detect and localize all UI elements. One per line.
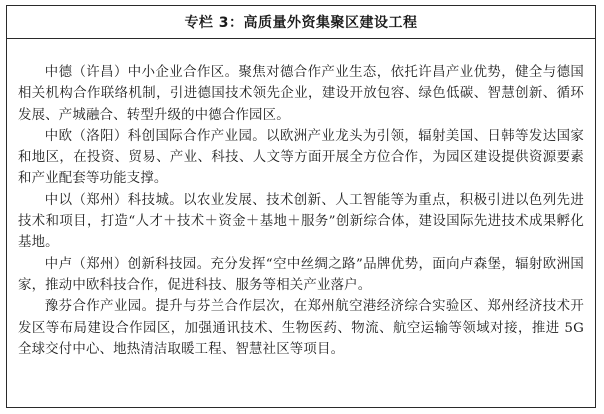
paragraph-sino-european-luoyang: 中欧（洛阳）科创国际合作产业园。以欧洲产业龙头为引领，辐射美国、日韩等发达国家和地区，在投资、贸易、产业、科技、人文等方面开展全方位合作，为园区建设提供资源要素和产业配套等功能支撑。 <box>18 128 584 187</box>
paragraph-henan-finland: 豫芬合作产业园。提升与芬兰合作层次，在郑州航空港经济综合实验区、郑州经济技术开发区等布局建设合作园区，加强通讯技术、生物医药、物流、航空运输等领域对接，推进 5G 全球交付中心、地热清洁取暖工程、智慧社区等项目。 <box>18 299 584 357</box>
column-title: 专栏 3：高质量外资集聚区建设工程 <box>7 6 595 39</box>
column-body <box>7 39 595 360</box>
paragraph-sino-luxembourg-zhengzhou: 中卢（郑州）创新科技园。充分发挥“空中丝绸之路”品牌优势，面向卢森堡，辐射欧洲国家，推动中欧科技合作，促进科技、服务等相关产业落户。 <box>18 256 584 293</box>
paragraph-sino-israeli-zhengzhou: 中以（郑州）科技城。以农业发展、技术创新、人工智能等为重点，积极引进以色列先进技术和项目，打造“人才＋技术＋资金＋基地＋服务”创新综合体，建设国际先进技术成果孵化基地。 <box>18 192 584 251</box>
paragraph-sino-german-xuchang: 中德（许昌）中小企业合作区。聚焦对德合作产业生态，依托许昌产业优势，健全与德国相关机构合作联络机制，引进德国技术领先企业，建设开放包容、绿色低碳、智慧创新、循环发展、产城融合、转型升级的中德合作园区。 <box>18 65 584 123</box>
column-box <box>6 5 596 408</box>
